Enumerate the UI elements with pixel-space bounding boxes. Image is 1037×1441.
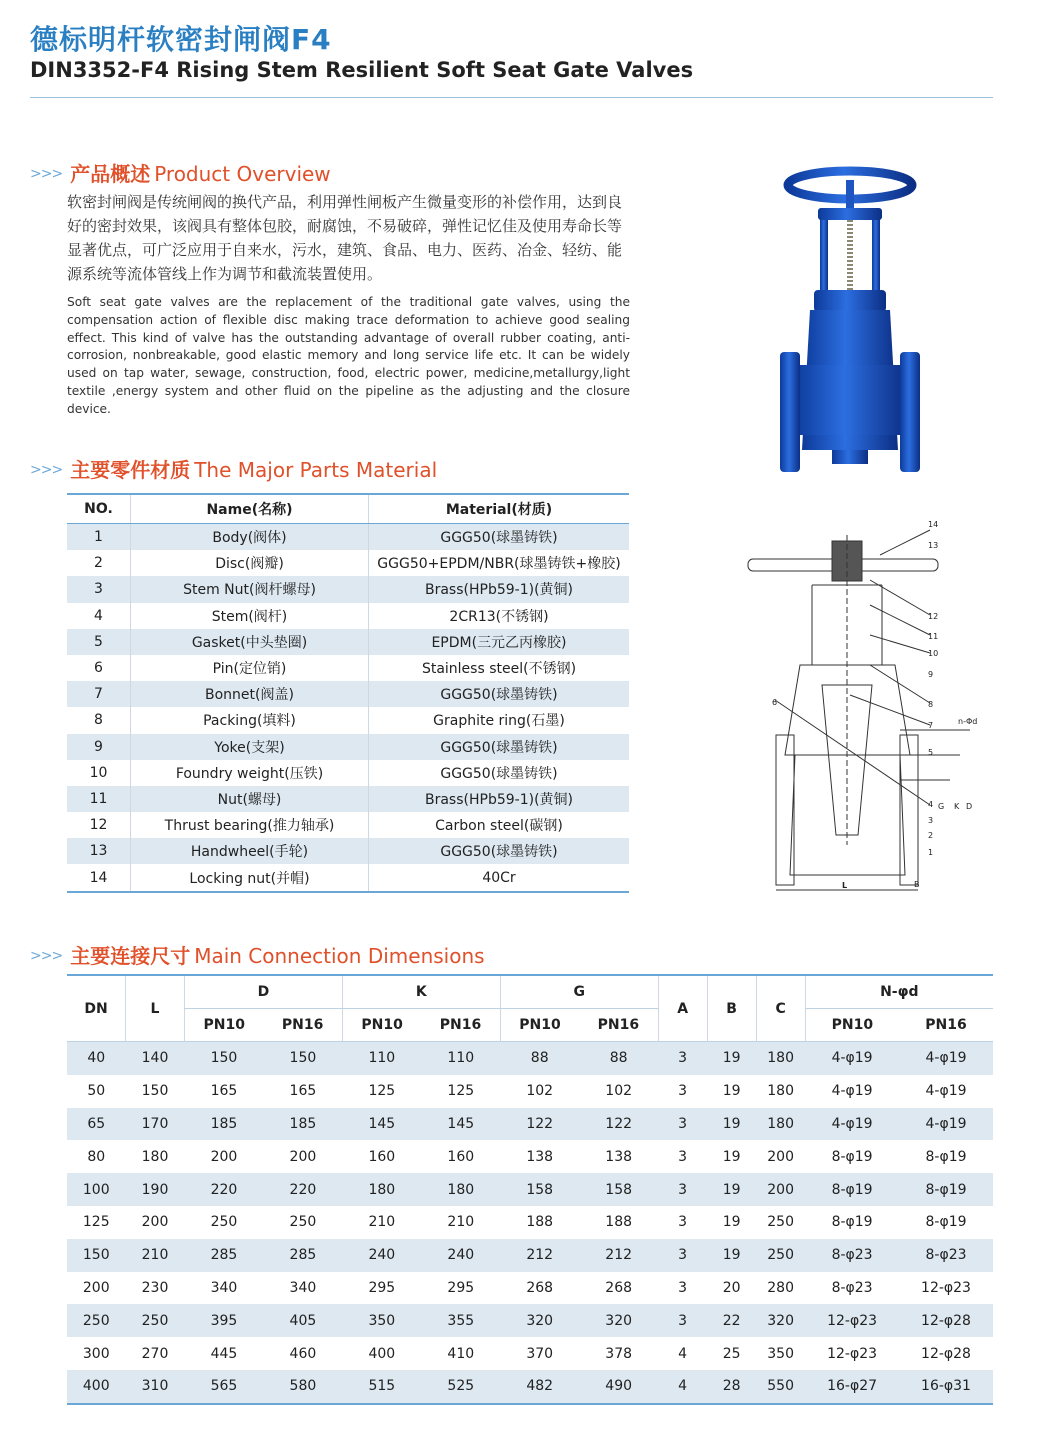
callout-2: 2 — [928, 831, 934, 840]
cell-k-pn16: 145 — [421, 1108, 500, 1141]
table-row — [67, 1370, 993, 1404]
cell-c: 320 — [756, 1304, 805, 1337]
col-k: K — [342, 975, 500, 1009]
part-material: GGG50(球墨铸铁) — [369, 734, 630, 760]
cell-n-pn16: 12-φ28 — [921, 1345, 971, 1362]
cell-k-pn10: 295 — [368, 1279, 396, 1296]
cell-l: 180 — [141, 1148, 169, 1165]
cell-k-pn16: 210 — [447, 1214, 475, 1231]
cell-g-pn16: 378 — [605, 1345, 633, 1362]
cell-g-pn10: 138 — [526, 1148, 554, 1165]
part-no: 11 — [67, 786, 131, 812]
cell-d-pn10: 200 — [210, 1148, 238, 1165]
part-no: 5 — [67, 629, 131, 655]
cell-k-pn16: 240 — [421, 1239, 500, 1272]
gate-valve-section-drawing — [740, 515, 985, 900]
callout-5: 5 — [928, 748, 934, 757]
part-material: Carbon steel(碳钢) — [435, 818, 563, 835]
cell-d-pn16: 580 — [263, 1370, 342, 1404]
part-material: Brass(HPb59-1)(黄铜) — [369, 576, 630, 602]
part-no: 4 — [94, 607, 103, 624]
col-n-phi-d: N-φd — [805, 975, 993, 1009]
cell-l: 170 — [126, 1108, 185, 1141]
part-material: GGG50+EPDM/NBR(球墨铸铁+橡胶) — [377, 556, 621, 573]
table-row — [67, 1108, 993, 1141]
cell-dn: 100 — [67, 1173, 126, 1206]
cell-d-pn10: 395 — [185, 1304, 264, 1337]
cell-l: 270 — [141, 1345, 169, 1362]
col-n-pn16: PN16 — [899, 1009, 993, 1042]
callout-13: 13 — [928, 541, 939, 550]
cell-a: 4 — [678, 1345, 688, 1362]
gate-valve-photo — [780, 160, 940, 500]
cell-k-pn16: 160 — [447, 1148, 475, 1165]
cell-g-pn16: 88 — [579, 1042, 658, 1075]
col-l: L — [126, 975, 185, 1042]
cell-g-pn16: 122 — [579, 1108, 658, 1141]
note-nd: n-Φd — [958, 717, 978, 726]
col-g: G — [500, 975, 658, 1009]
cell-c: 200 — [756, 1173, 805, 1206]
cell-d-pn10: 165 — [210, 1083, 238, 1100]
col-b: B — [707, 975, 756, 1042]
cell-d-pn10: 250 — [210, 1214, 238, 1231]
cell-g-pn16: 320 — [579, 1304, 658, 1337]
part-name: Pin(定位销) — [131, 655, 369, 681]
cell-c: 200 — [767, 1148, 794, 1165]
table-row — [67, 760, 629, 786]
cell-d-pn16: 220 — [263, 1173, 342, 1206]
cell-k-pn16: 355 — [421, 1304, 500, 1337]
cell-k-pn10: 180 — [342, 1173, 421, 1206]
cell-k-pn10: 400 — [368, 1345, 396, 1362]
cell-b: 20 — [722, 1279, 741, 1296]
cell-dn: 150 — [67, 1239, 126, 1272]
cell-n-pn10: 4-φ19 — [805, 1042, 899, 1075]
cell-l: 250 — [126, 1304, 185, 1337]
cell-n-pn10: 8-φ19 — [805, 1173, 899, 1206]
part-no: 8 — [94, 712, 103, 729]
part-no: 3 — [67, 576, 131, 602]
part-material: Stainless steel(不锈钢) — [421, 661, 577, 678]
part-material: Graphite ring(石墨) — [433, 713, 565, 730]
part-name: Nut(螺母) — [131, 786, 369, 812]
cell-b: 19 — [722, 1083, 741, 1100]
cell-g-pn10: 320 — [500, 1304, 579, 1337]
col-g-pn16: PN16 — [579, 1009, 658, 1042]
cell-k-pn10: 110 — [342, 1042, 421, 1075]
part-no: 10 — [89, 764, 108, 781]
table-row — [67, 838, 629, 864]
cell-k-pn10: 515 — [342, 1370, 421, 1404]
cell-n-pn16: 4-φ19 — [925, 1083, 967, 1100]
cell-c: 350 — [767, 1345, 794, 1362]
table-row — [67, 864, 629, 891]
part-name: Stem(阀杆) — [131, 603, 369, 629]
table-row — [67, 707, 629, 733]
cell-d-pn10: 220 — [185, 1173, 264, 1206]
cell-n-pn10: 12-φ23 — [805, 1304, 899, 1337]
cell-n-pn10: 4-φ19 — [831, 1083, 873, 1100]
part-no: 12 — [89, 817, 108, 834]
col-d: D — [185, 975, 343, 1009]
col-material: Material(材质) — [369, 494, 630, 524]
parts-material-table — [67, 493, 629, 893]
cell-dn: 300 — [82, 1345, 110, 1362]
cell-k-pn10: 160 — [368, 1148, 396, 1165]
title-divider — [30, 97, 993, 98]
table-row — [67, 1272, 993, 1305]
table-row — [67, 1140, 993, 1173]
cell-n-pn16: 4-φ19 — [899, 1108, 993, 1141]
cell-d-pn16: 150 — [263, 1042, 342, 1075]
part-material: GGG50(球墨铸铁) — [369, 524, 630, 551]
cell-d-pn10: 285 — [185, 1239, 264, 1272]
cell-n-pn10: 8-φ19 — [831, 1148, 873, 1165]
part-name: Yoke(支架) — [131, 734, 369, 760]
cell-d-pn16: 285 — [263, 1239, 342, 1272]
cell-n-pn10: 8-φ23 — [805, 1239, 899, 1272]
cell-g-pn10: 122 — [500, 1108, 579, 1141]
table-row — [67, 786, 629, 812]
cell-b: 22 — [707, 1304, 756, 1337]
callout-7: 7 — [928, 721, 934, 730]
part-name: Disc(阀瓣) — [131, 550, 369, 576]
cell-d-pn10: 185 — [185, 1108, 264, 1141]
col-a: A — [658, 975, 707, 1042]
cell-k-pn16: 125 — [447, 1083, 475, 1100]
connection-dimensions-table — [67, 974, 993, 1405]
cell-c: 280 — [767, 1279, 794, 1296]
part-material: 40Cr — [369, 864, 630, 891]
table-row — [67, 1075, 993, 1108]
cell-c: 250 — [756, 1239, 805, 1272]
part-material: 2CR13(不锈钢) — [449, 608, 549, 625]
col-d-pn10: PN10 — [185, 1009, 264, 1042]
cell-d-pn10: 445 — [210, 1345, 238, 1362]
cell-l: 200 — [141, 1214, 169, 1231]
cell-n-pn10: 12-φ23 — [827, 1345, 878, 1362]
cell-a: 3 — [658, 1042, 707, 1075]
table-row — [67, 629, 629, 655]
part-no: 9 — [67, 734, 131, 760]
table-row — [67, 1206, 993, 1239]
cell-g-pn16: 188 — [605, 1214, 633, 1231]
callout-6: 6 — [772, 698, 778, 707]
part-name: Foundry weight(压铁) — [131, 760, 369, 786]
cell-n-pn16: 8-φ19 — [899, 1173, 993, 1206]
callout-8: 8 — [928, 700, 934, 709]
cell-a: 4 — [658, 1370, 707, 1404]
cell-a: 3 — [678, 1279, 688, 1296]
cell-l: 210 — [126, 1239, 185, 1272]
cell-k-pn10: 125 — [368, 1083, 396, 1100]
cell-d-pn16: 185 — [263, 1108, 342, 1141]
col-g-pn10: PN10 — [500, 1009, 579, 1042]
cell-l: 230 — [141, 1279, 169, 1296]
cell-g-pn16: 158 — [579, 1173, 658, 1206]
cell-dn: 125 — [82, 1214, 110, 1231]
callout-11: 11 — [928, 632, 939, 641]
table-row — [67, 603, 629, 629]
section-arrows-icon: >>> — [30, 462, 63, 478]
cell-g-pn16: 268 — [605, 1279, 633, 1296]
cell-c: 180 — [767, 1083, 794, 1100]
dim-label-k: K — [954, 802, 960, 811]
cell-d-pn16: 165 — [289, 1083, 317, 1100]
cell-dn: 80 — [87, 1148, 106, 1165]
callout-9: 9 — [928, 670, 934, 679]
part-no: 2 — [94, 555, 103, 572]
cell-dn: 50 — [87, 1083, 106, 1100]
cell-l: 310 — [126, 1370, 185, 1404]
cell-n-pn16: 8-φ23 — [899, 1239, 993, 1272]
section-arrows-icon: >>> — [30, 948, 63, 964]
cell-a: 3 — [658, 1108, 707, 1141]
cell-g-pn10: 212 — [500, 1239, 579, 1272]
cell-c: 550 — [756, 1370, 805, 1404]
callout-3: 3 — [928, 816, 934, 825]
cell-k-pn16: 410 — [447, 1345, 475, 1362]
cell-g-pn16: 490 — [579, 1370, 658, 1404]
dim-label-g: G — [938, 802, 945, 811]
col-c: C — [756, 975, 805, 1042]
col-d-pn16: PN16 — [263, 1009, 342, 1042]
cell-g-pn10: 370 — [526, 1345, 554, 1362]
col-n-pn10: PN10 — [805, 1009, 899, 1042]
cell-k-pn10: 350 — [342, 1304, 421, 1337]
cell-n-pn16: 12-φ28 — [899, 1304, 993, 1337]
cell-g-pn10: 188 — [526, 1214, 554, 1231]
cell-k-pn10: 240 — [342, 1239, 421, 1272]
section-arrows-icon: >>> — [30, 166, 63, 182]
cell-b: 19 — [722, 1214, 741, 1231]
cell-b: 19 — [707, 1108, 756, 1141]
callout-1: 1 — [928, 848, 934, 857]
cell-a: 3 — [658, 1239, 707, 1272]
table-row — [67, 550, 629, 576]
cell-l: 190 — [126, 1173, 185, 1206]
part-name: Stem Nut(阀杆螺母) — [131, 576, 369, 602]
cell-a: 3 — [658, 1304, 707, 1337]
callout-10: 10 — [928, 649, 939, 658]
cell-k-pn16: 525 — [421, 1370, 500, 1404]
overview-text-en: Soft seat gate valves are the replacement of the traditional gate valves, using the compensation action of flexible disc making trace deformation to achieve good sealing effect. This kind of valve has the outstanding advantage of overall rubber coating, anti-corrosion, nonbreakable, good elastic memory and long service life etc. It can be widely used on tap water, sewage, construction, food, electric power, medicine,metallurgy,light textile ,energy system and other fluid on the pipeline as the adjusting and the closure device. — [67, 295, 630, 416]
dim-label-l: L — [842, 881, 848, 890]
dimensions-heading: >>> 主要连接尺寸 Main Connection Dimensions — [30, 944, 485, 968]
table-row — [67, 524, 629, 551]
part-material: GGG50(球墨铸铁) — [369, 838, 630, 864]
parts-heading: >>> 主要零件材质 The Major Parts Material — [30, 458, 438, 482]
col-k-pn10: PN10 — [342, 1009, 421, 1042]
table-row — [67, 1042, 993, 1075]
cell-g-pn16: 138 — [605, 1148, 633, 1165]
page-title-en: DIN3352-F4 Rising Stem Resilient Soft Seat Gate Valves — [30, 58, 694, 82]
part-material: EPDM(三元乙丙橡胶) — [369, 629, 630, 655]
cell-c: 250 — [767, 1214, 794, 1231]
cell-c: 180 — [756, 1042, 805, 1075]
cell-dn: 250 — [67, 1304, 126, 1337]
cell-n-pn16: 16-φ31 — [899, 1370, 993, 1404]
part-no: 6 — [94, 660, 103, 677]
cell-c: 180 — [756, 1108, 805, 1141]
cell-d-pn16: 250 — [289, 1214, 317, 1231]
table-row — [67, 1173, 993, 1206]
part-name: Body(阀体) — [131, 524, 369, 551]
cell-b: 19 — [707, 1173, 756, 1206]
part-material: Brass(HPb59-1)(黄铜) — [369, 786, 630, 812]
cell-a: 3 — [678, 1148, 688, 1165]
cell-k-pn16: 110 — [421, 1042, 500, 1075]
part-name: Thrust bearing(推力轴承) — [131, 812, 369, 838]
cell-k-pn16: 295 — [447, 1279, 475, 1296]
cell-n-pn16: 12-φ23 — [921, 1279, 971, 1296]
callout-4: 4 — [928, 800, 934, 809]
cell-a: 3 — [678, 1214, 688, 1231]
cell-b: 19 — [707, 1239, 756, 1272]
col-no: NO. — [67, 494, 131, 524]
cell-d-pn16: 460 — [289, 1345, 317, 1362]
callout-12: 12 — [928, 612, 939, 621]
cell-l: 140 — [126, 1042, 185, 1075]
table-row — [67, 1239, 993, 1272]
cell-g-pn10: 482 — [500, 1370, 579, 1404]
cell-n-pn10: 8-φ19 — [831, 1214, 873, 1231]
table-row — [67, 734, 629, 760]
part-name: Locking nut(并帽) — [131, 864, 369, 891]
table-row — [67, 1304, 993, 1337]
cell-d-pn10: 150 — [185, 1042, 264, 1075]
cell-n-pn10: 16-φ27 — [805, 1370, 899, 1404]
part-material: GGG50(球墨铸铁) — [440, 765, 558, 782]
cell-d-pn10: 565 — [185, 1370, 264, 1404]
part-name: Gasket(中头垫圈) — [131, 629, 369, 655]
part-name: Packing(填料) — [131, 707, 369, 733]
table-row — [67, 812, 629, 838]
part-no: 13 — [67, 838, 131, 864]
cell-dn: 200 — [82, 1279, 110, 1296]
cell-b: 19 — [722, 1148, 741, 1165]
cell-n-pn16: 8-φ19 — [925, 1148, 967, 1165]
cell-n-pn10: 4-φ19 — [805, 1108, 899, 1141]
table-row — [67, 1337, 993, 1370]
cell-g-pn16: 212 — [579, 1239, 658, 1272]
cell-k-pn10: 145 — [342, 1108, 421, 1141]
overview-text-cn: 软密封闸阀是传统闸阀的换代产品，利用弹性闸板产生微量变形的补偿作用，达到良好的密封效果，该阀具有整体包胶，耐腐蚀，不易破碎，弹性记忆佳及使用寿命长等显著优点，可广泛应用于自来水，污水，建筑、食品、电力、医药、冶金、轻纺、能源系统等流体管线上作为调节和截流装置使用。 — [67, 193, 623, 283]
dim-label-b: B — [914, 880, 920, 889]
col-k-pn16: PN16 — [421, 1009, 500, 1042]
cell-n-pn16: 4-φ19 — [899, 1042, 993, 1075]
part-no: 14 — [67, 864, 131, 891]
table-row — [67, 576, 629, 602]
cell-dn: 400 — [67, 1370, 126, 1404]
cell-dn: 65 — [67, 1108, 126, 1141]
cell-d-pn16: 405 — [263, 1304, 342, 1337]
cell-a: 3 — [678, 1083, 688, 1100]
part-material: GGG50(球墨铸铁) — [369, 681, 630, 707]
page-title-cn: 德标明杆软密封闸阀F4 — [30, 23, 332, 56]
callout-14: 14 — [928, 520, 939, 529]
col-name: Name(名称) — [131, 494, 369, 524]
cell-k-pn16: 180 — [421, 1173, 500, 1206]
cell-g-pn10: 268 — [526, 1279, 554, 1296]
cell-b: 28 — [707, 1370, 756, 1404]
cell-g-pn10: 158 — [500, 1173, 579, 1206]
table-row — [67, 655, 629, 681]
table-row — [67, 681, 629, 707]
cell-g-pn10: 102 — [526, 1083, 554, 1100]
part-name: Handwheel(手轮) — [131, 838, 369, 864]
cell-l: 150 — [141, 1083, 169, 1100]
part-name: Bonnet(阀盖) — [131, 681, 369, 707]
cell-k-pn10: 210 — [368, 1214, 396, 1231]
cell-n-pn16: 8-φ19 — [925, 1214, 967, 1231]
cell-d-pn16: 200 — [289, 1148, 317, 1165]
cell-g-pn16: 102 — [605, 1083, 633, 1100]
cell-g-pn10: 88 — [500, 1042, 579, 1075]
cell-a: 3 — [658, 1173, 707, 1206]
overview-heading: >>> 产品概述 Product Overview — [30, 162, 331, 186]
col-dn: DN — [67, 975, 126, 1042]
part-no: 7 — [67, 681, 131, 707]
cell-b: 25 — [722, 1345, 741, 1362]
cell-n-pn10: 8-φ23 — [831, 1279, 873, 1296]
cell-dn: 40 — [67, 1042, 126, 1075]
cell-d-pn10: 340 — [210, 1279, 238, 1296]
dim-label-d: D — [966, 802, 973, 811]
cell-d-pn16: 340 — [289, 1279, 317, 1296]
part-no: 1 — [67, 524, 131, 551]
cell-b: 19 — [707, 1042, 756, 1075]
